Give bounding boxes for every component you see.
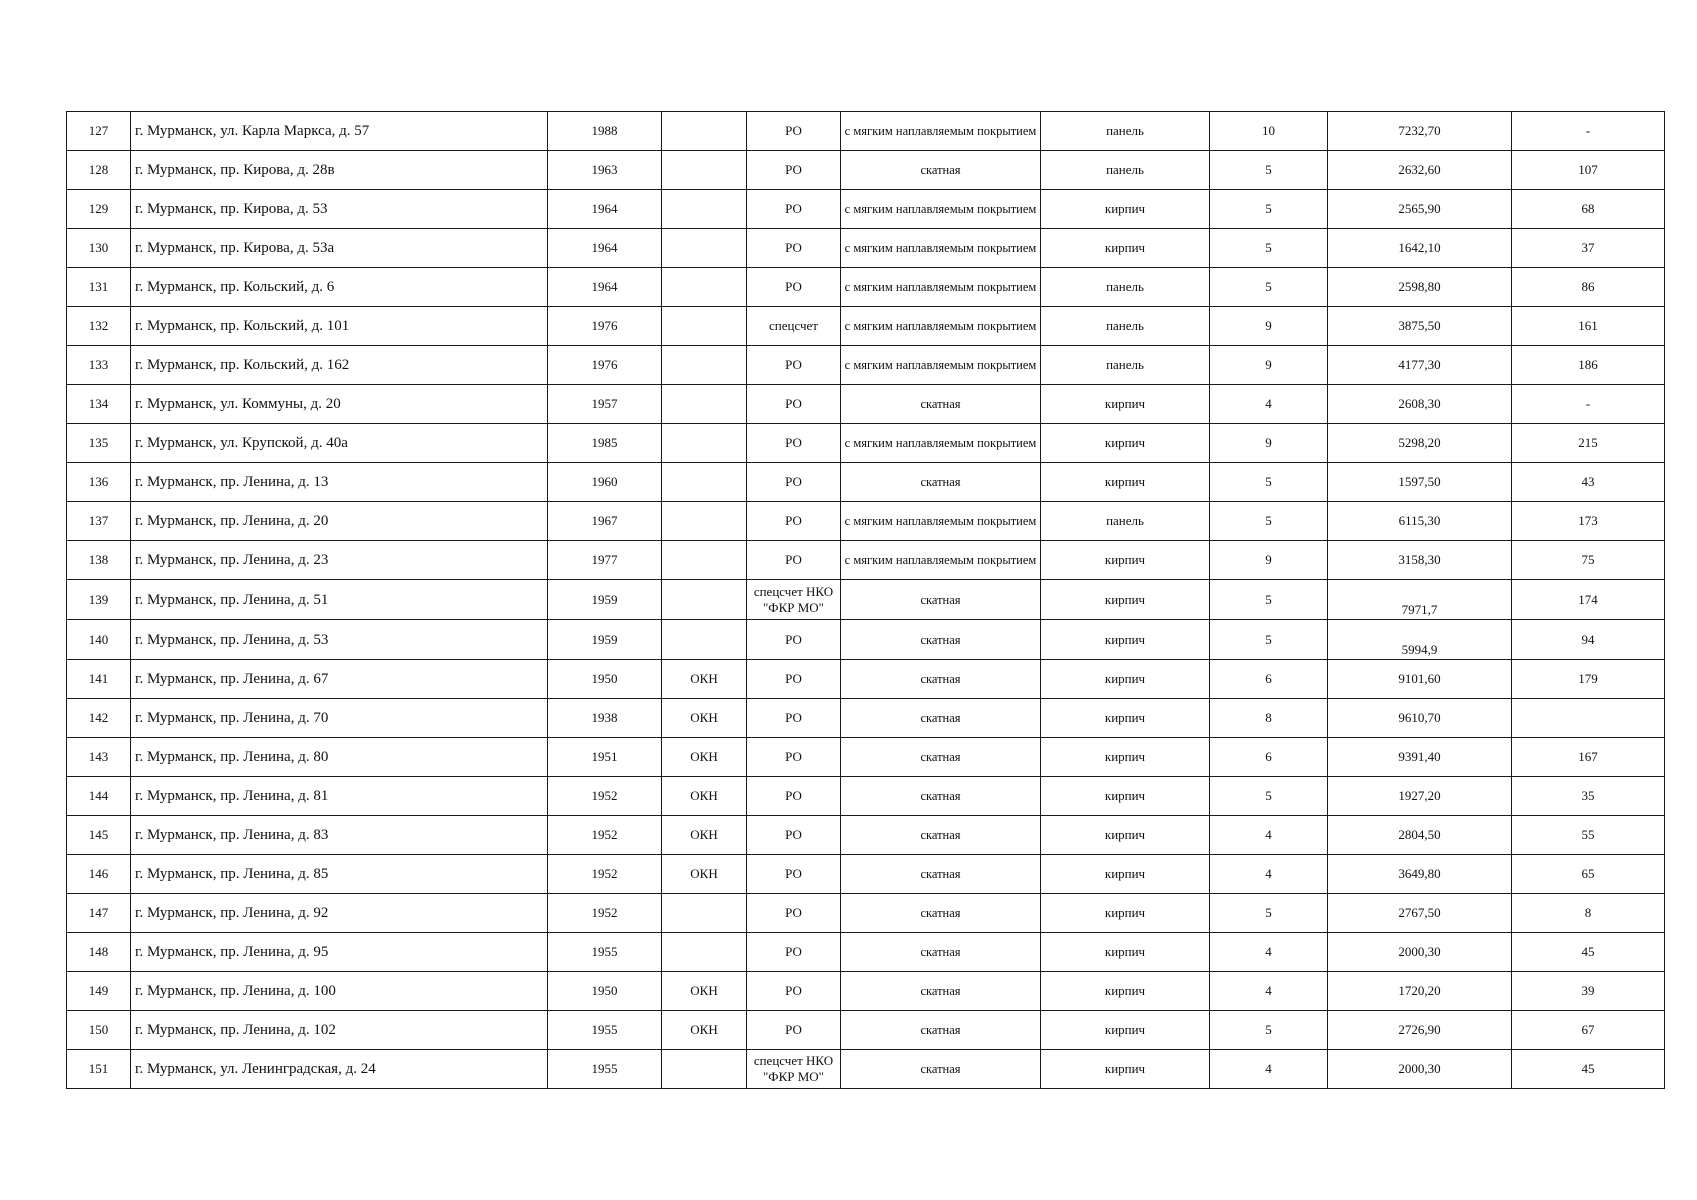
residents-cell: 174 — [1512, 580, 1665, 620]
residents-cell: 35 — [1512, 777, 1665, 816]
fund-method-cell: спецсчет — [747, 307, 841, 346]
wall-material-cell: кирпич — [1041, 1050, 1210, 1089]
row-number-cell: 136 — [67, 463, 131, 502]
area-cell: 4177,30 — [1328, 346, 1512, 385]
floors-cell: 5 — [1210, 580, 1328, 620]
floors-cell: 9 — [1210, 541, 1328, 580]
row-number-cell: 151 — [67, 1050, 131, 1089]
table-row — [67, 855, 1665, 894]
wall-material-cell: кирпич — [1041, 1011, 1210, 1050]
residents-cell: 45 — [1512, 933, 1665, 972]
floors-cell: 5 — [1210, 1011, 1328, 1050]
heritage-status-cell: ОКН — [662, 660, 747, 699]
area-cell: 2000,30 — [1328, 933, 1512, 972]
roof-type-cell: с мягким наплавляемым покрытием — [841, 229, 1041, 268]
heritage-status-cell: ОКН — [662, 699, 747, 738]
row-number-cell: 146 — [67, 855, 131, 894]
heritage-status-cell — [662, 424, 747, 463]
fund-method-cell: РО — [747, 777, 841, 816]
wall-material-cell: кирпич — [1041, 972, 1210, 1011]
wall-material-cell: кирпич — [1041, 463, 1210, 502]
fund-method-cell: спецсчет НКО "ФКР МО" — [747, 580, 841, 620]
heritage-status-cell — [662, 346, 747, 385]
residents-cell: 215 — [1512, 424, 1665, 463]
wall-material-cell: кирпич — [1041, 190, 1210, 229]
residents-cell: 45 — [1512, 1050, 1665, 1089]
heritage-status-cell — [662, 580, 747, 620]
address-cell: г. Мурманск, ул. Крупской, д. 40а — [131, 424, 548, 463]
table-row — [67, 346, 1665, 385]
wall-material-cell: кирпич — [1041, 541, 1210, 580]
fund-method-cell: РО — [747, 972, 841, 1011]
floors-cell: 9 — [1210, 307, 1328, 346]
heritage-status-cell: ОКН — [662, 972, 747, 1011]
roof-type-cell: скатная — [841, 972, 1041, 1011]
table-row — [67, 190, 1665, 229]
year-built-cell: 1976 — [548, 346, 662, 385]
fund-method-cell: РО — [747, 268, 841, 307]
heritage-status-cell — [662, 190, 747, 229]
fund-method-cell: РО — [747, 894, 841, 933]
wall-material-cell: кирпич — [1041, 424, 1210, 463]
row-number-cell: 143 — [67, 738, 131, 777]
year-built-cell: 1985 — [548, 424, 662, 463]
row-number-cell: 140 — [67, 620, 131, 660]
fund-method-cell: РО — [747, 502, 841, 541]
year-built-cell: 1938 — [548, 699, 662, 738]
fund-method-cell: РО — [747, 190, 841, 229]
roof-type-cell: с мягким наплавляемым покрытием — [841, 112, 1041, 151]
address-cell: г. Мурманск, пр. Ленина, д. 13 — [131, 463, 548, 502]
year-built-cell: 1950 — [548, 972, 662, 1011]
roof-type-cell: с мягким наплавляемым покрытием — [841, 307, 1041, 346]
address-cell: г. Мурманск, ул. Ленинградская, д. 24 — [131, 1050, 548, 1089]
area-cell: 5994,9 — [1328, 620, 1512, 660]
residents-cell: 75 — [1512, 541, 1665, 580]
roof-type-cell: скатная — [841, 894, 1041, 933]
year-built-cell: 1959 — [548, 620, 662, 660]
address-cell: г. Мурманск, пр. Кирова, д. 53а — [131, 229, 548, 268]
roof-type-cell: скатная — [841, 855, 1041, 894]
wall-material-cell: кирпич — [1041, 229, 1210, 268]
floors-cell: 4 — [1210, 816, 1328, 855]
address-cell: г. Мурманск, пр. Ленина, д. 81 — [131, 777, 548, 816]
wall-material-cell: кирпич — [1041, 933, 1210, 972]
table-row — [67, 933, 1665, 972]
table-row — [67, 424, 1665, 463]
residents-cell: 107 — [1512, 151, 1665, 190]
table-row — [67, 816, 1665, 855]
address-cell: г. Мурманск, пр. Ленина, д. 95 — [131, 933, 548, 972]
residents-cell: 161 — [1512, 307, 1665, 346]
heritage-status-cell — [662, 463, 747, 502]
roof-type-cell: скатная — [841, 738, 1041, 777]
wall-material-cell: кирпич — [1041, 738, 1210, 777]
area-cell: 2804,50 — [1328, 816, 1512, 855]
fund-method-cell: РО — [747, 346, 841, 385]
heritage-status-cell — [662, 112, 747, 151]
roof-type-cell: скатная — [841, 777, 1041, 816]
fund-method-cell: РО — [747, 541, 841, 580]
wall-material-cell: кирпич — [1041, 660, 1210, 699]
area-cell: 1927,20 — [1328, 777, 1512, 816]
roof-type-cell: с мягким наплавляемым покрытием — [841, 541, 1041, 580]
wall-material-cell: панель — [1041, 151, 1210, 190]
heritage-status-cell — [662, 385, 747, 424]
address-cell: г. Мурманск, пр. Ленина, д. 102 — [131, 1011, 548, 1050]
address-cell: г. Мурманск, пр. Ленина, д. 85 — [131, 855, 548, 894]
area-cell: 7971,7 — [1328, 580, 1512, 620]
address-cell: г. Мурманск, пр. Кольский, д. 162 — [131, 346, 548, 385]
floors-cell: 9 — [1210, 346, 1328, 385]
floors-cell: 4 — [1210, 385, 1328, 424]
roof-type-cell: скатная — [841, 699, 1041, 738]
roof-type-cell: скатная — [841, 620, 1041, 660]
table-row — [67, 112, 1665, 151]
address-cell: г. Мурманск, пр. Ленина, д. 51 — [131, 580, 548, 620]
fund-method-cell: РО — [747, 855, 841, 894]
address-cell: г. Мурманск, пр. Ленина, д. 80 — [131, 738, 548, 777]
address-cell: г. Мурманск, пр. Ленина, д. 70 — [131, 699, 548, 738]
area-cell: 2726,90 — [1328, 1011, 1512, 1050]
area-cell: 2598,80 — [1328, 268, 1512, 307]
roof-type-cell: скатная — [841, 1011, 1041, 1050]
fund-method-cell: РО — [747, 463, 841, 502]
floors-cell: 5 — [1210, 229, 1328, 268]
area-cell: 3158,30 — [1328, 541, 1512, 580]
year-built-cell: 1955 — [548, 1011, 662, 1050]
address-cell: г. Мурманск, пр. Кольский, д. 101 — [131, 307, 548, 346]
roof-type-cell: скатная — [841, 816, 1041, 855]
wall-material-cell: панель — [1041, 307, 1210, 346]
year-built-cell: 1964 — [548, 190, 662, 229]
roof-type-cell: скатная — [841, 151, 1041, 190]
residents-cell: 67 — [1512, 1011, 1665, 1050]
residents-cell: 167 — [1512, 738, 1665, 777]
residents-cell: 94 — [1512, 620, 1665, 660]
table-row — [67, 463, 1665, 502]
year-built-cell: 1952 — [548, 855, 662, 894]
residents-cell: 173 — [1512, 502, 1665, 541]
floors-cell: 5 — [1210, 151, 1328, 190]
fund-method-cell: РО — [747, 1011, 841, 1050]
table-row — [67, 580, 1665, 620]
table-row — [67, 894, 1665, 933]
floors-cell: 5 — [1210, 620, 1328, 660]
residents-cell — [1512, 699, 1665, 738]
table-row — [67, 620, 1665, 660]
heritage-status-cell: ОКН — [662, 855, 747, 894]
residents-cell: 68 — [1512, 190, 1665, 229]
table-body — [67, 112, 1665, 1089]
address-cell: г. Мурманск, ул. Коммуны, д. 20 — [131, 385, 548, 424]
row-number-cell: 149 — [67, 972, 131, 1011]
table-row — [67, 699, 1665, 738]
address-cell: г. Мурманск, ул. Карла Маркса, д. 57 — [131, 112, 548, 151]
year-built-cell: 1988 — [548, 112, 662, 151]
year-built-cell: 1955 — [548, 1050, 662, 1089]
row-number-cell: 141 — [67, 660, 131, 699]
fund-method-cell: спецсчет НКО "ФКР МО" — [747, 1050, 841, 1089]
area-cell: 1642,10 — [1328, 229, 1512, 268]
area-cell: 2608,30 — [1328, 385, 1512, 424]
table-row — [67, 502, 1665, 541]
heritage-status-cell: ОКН — [662, 816, 747, 855]
area-cell: 2000,30 — [1328, 1050, 1512, 1089]
floors-cell: 5 — [1210, 190, 1328, 229]
row-number-cell: 134 — [67, 385, 131, 424]
year-built-cell: 1964 — [548, 229, 662, 268]
area-cell: 3649,80 — [1328, 855, 1512, 894]
roof-type-cell: скатная — [841, 385, 1041, 424]
table-row — [67, 229, 1665, 268]
roof-type-cell: с мягким наплавляемым покрытием — [841, 502, 1041, 541]
roof-type-cell: с мягким наплавляемым покрытием — [841, 346, 1041, 385]
address-cell: г. Мурманск, пр. Ленина, д. 100 — [131, 972, 548, 1011]
year-built-cell: 1976 — [548, 307, 662, 346]
floors-cell: 8 — [1210, 699, 1328, 738]
area-cell: 3875,50 — [1328, 307, 1512, 346]
row-number-cell: 144 — [67, 777, 131, 816]
year-built-cell: 1967 — [548, 502, 662, 541]
row-number-cell: 145 — [67, 816, 131, 855]
floors-cell: 5 — [1210, 268, 1328, 307]
table-row — [67, 385, 1665, 424]
floors-cell: 4 — [1210, 1050, 1328, 1089]
row-number-cell: 130 — [67, 229, 131, 268]
address-cell: г. Мурманск, пр. Ленина, д. 20 — [131, 502, 548, 541]
heritage-status-cell — [662, 502, 747, 541]
area-cell: 1597,50 — [1328, 463, 1512, 502]
residents-cell: 37 — [1512, 229, 1665, 268]
floors-cell: 5 — [1210, 463, 1328, 502]
year-built-cell: 1950 — [548, 660, 662, 699]
row-number-cell: 150 — [67, 1011, 131, 1050]
row-number-cell: 128 — [67, 151, 131, 190]
table-row — [67, 307, 1665, 346]
heritage-status-cell — [662, 894, 747, 933]
row-number-cell: 131 — [67, 268, 131, 307]
area-cell: 9101,60 — [1328, 660, 1512, 699]
wall-material-cell: кирпич — [1041, 777, 1210, 816]
table-row — [67, 972, 1665, 1011]
residents-cell: 65 — [1512, 855, 1665, 894]
fund-method-cell: РО — [747, 424, 841, 463]
table-row — [67, 777, 1665, 816]
floors-cell: 5 — [1210, 777, 1328, 816]
address-cell: г. Мурманск, пр. Кольский, д. 6 — [131, 268, 548, 307]
fund-method-cell: РО — [747, 620, 841, 660]
roof-type-cell: скатная — [841, 580, 1041, 620]
year-built-cell: 1955 — [548, 933, 662, 972]
year-built-cell: 1963 — [548, 151, 662, 190]
fund-method-cell: РО — [747, 151, 841, 190]
wall-material-cell: кирпич — [1041, 620, 1210, 660]
year-built-cell: 1960 — [548, 463, 662, 502]
floors-cell: 6 — [1210, 738, 1328, 777]
housing-table — [66, 111, 1665, 1089]
heritage-status-cell — [662, 541, 747, 580]
residents-cell: 179 — [1512, 660, 1665, 699]
heritage-status-cell — [662, 151, 747, 190]
area-cell: 9391,40 — [1328, 738, 1512, 777]
wall-material-cell: панель — [1041, 502, 1210, 541]
year-built-cell: 1957 — [548, 385, 662, 424]
wall-material-cell: панель — [1041, 112, 1210, 151]
area-cell: 1720,20 — [1328, 972, 1512, 1011]
fund-method-cell: РО — [747, 933, 841, 972]
address-cell: г. Мурманск, пр. Кирова, д. 53 — [131, 190, 548, 229]
row-number-cell: 137 — [67, 502, 131, 541]
area-cell: 2632,60 — [1328, 151, 1512, 190]
address-cell: г. Мурманск, пр. Ленина, д. 92 — [131, 894, 548, 933]
residents-cell: 8 — [1512, 894, 1665, 933]
heritage-status-cell — [662, 933, 747, 972]
fund-method-cell: РО — [747, 660, 841, 699]
fund-method-cell: РО — [747, 738, 841, 777]
floors-cell: 4 — [1210, 972, 1328, 1011]
heritage-status-cell: ОКН — [662, 777, 747, 816]
row-number-cell: 132 — [67, 307, 131, 346]
table-row — [67, 660, 1665, 699]
row-number-cell: 139 — [67, 580, 131, 620]
row-number-cell: 142 — [67, 699, 131, 738]
heritage-status-cell — [662, 229, 747, 268]
area-cell: 2565,90 — [1328, 190, 1512, 229]
fund-method-cell: РО — [747, 816, 841, 855]
residents-cell: 43 — [1512, 463, 1665, 502]
heritage-status-cell — [662, 620, 747, 660]
residents-cell: 186 — [1512, 346, 1665, 385]
year-built-cell: 1952 — [548, 777, 662, 816]
roof-type-cell: с мягким наплавляемым покрытием — [841, 190, 1041, 229]
residents-cell: 55 — [1512, 816, 1665, 855]
wall-material-cell: панель — [1041, 268, 1210, 307]
table-row — [67, 1011, 1665, 1050]
roof-type-cell: с мягким наплавляемым покрытием — [841, 424, 1041, 463]
area-cell: 7232,70 — [1328, 112, 1512, 151]
roof-type-cell: скатная — [841, 660, 1041, 699]
row-number-cell: 147 — [67, 894, 131, 933]
area-cell: 2767,50 — [1328, 894, 1512, 933]
heritage-status-cell: ОКН — [662, 1011, 747, 1050]
year-built-cell: 1964 — [548, 268, 662, 307]
year-built-cell: 1952 — [548, 816, 662, 855]
residents-cell: 86 — [1512, 268, 1665, 307]
year-built-cell: 1951 — [548, 738, 662, 777]
heritage-status-cell — [662, 307, 747, 346]
fund-method-cell: РО — [747, 385, 841, 424]
residents-cell: - — [1512, 385, 1665, 424]
table-row — [67, 541, 1665, 580]
wall-material-cell: кирпич — [1041, 894, 1210, 933]
floors-cell: 5 — [1210, 502, 1328, 541]
fund-method-cell: РО — [747, 699, 841, 738]
area-cell: 6115,30 — [1328, 502, 1512, 541]
address-cell: г. Мурманск, пр. Кирова, д. 28в — [131, 151, 548, 190]
roof-type-cell: скатная — [841, 463, 1041, 502]
floors-cell: 4 — [1210, 855, 1328, 894]
table-row — [67, 738, 1665, 777]
heritage-status-cell — [662, 268, 747, 307]
row-number-cell: 148 — [67, 933, 131, 972]
residents-cell: - — [1512, 112, 1665, 151]
year-built-cell: 1952 — [548, 894, 662, 933]
address-cell: г. Мурманск, пр. Ленина, д. 67 — [131, 660, 548, 699]
wall-material-cell: кирпич — [1041, 855, 1210, 894]
residents-cell: 39 — [1512, 972, 1665, 1011]
fund-method-cell: РО — [747, 229, 841, 268]
fund-method-cell: РО — [747, 112, 841, 151]
wall-material-cell: кирпич — [1041, 816, 1210, 855]
year-built-cell: 1959 — [548, 580, 662, 620]
heritage-status-cell: ОКН — [662, 738, 747, 777]
wall-material-cell: кирпич — [1041, 580, 1210, 620]
address-cell: г. Мурманск, пр. Ленина, д. 83 — [131, 816, 548, 855]
row-number-cell: 135 — [67, 424, 131, 463]
address-cell: г. Мурманск, пр. Ленина, д. 23 — [131, 541, 548, 580]
roof-type-cell: скатная — [841, 1050, 1041, 1089]
floors-cell: 6 — [1210, 660, 1328, 699]
floors-cell: 9 — [1210, 424, 1328, 463]
table-row — [67, 1050, 1665, 1089]
wall-material-cell: кирпич — [1041, 385, 1210, 424]
area-cell: 9610,70 — [1328, 699, 1512, 738]
wall-material-cell: панель — [1041, 346, 1210, 385]
row-number-cell: 127 — [67, 112, 131, 151]
table-row — [67, 268, 1665, 307]
heritage-status-cell — [662, 1050, 747, 1089]
address-cell: г. Мурманск, пр. Ленина, д. 53 — [131, 620, 548, 660]
roof-type-cell: скатная — [841, 933, 1041, 972]
year-built-cell: 1977 — [548, 541, 662, 580]
floors-cell: 10 — [1210, 112, 1328, 151]
row-number-cell: 133 — [67, 346, 131, 385]
roof-type-cell: с мягким наплавляемым покрытием — [841, 268, 1041, 307]
floors-cell: 4 — [1210, 933, 1328, 972]
row-number-cell: 129 — [67, 190, 131, 229]
wall-material-cell: кирпич — [1041, 699, 1210, 738]
floors-cell: 5 — [1210, 894, 1328, 933]
table-row — [67, 151, 1665, 190]
row-number-cell: 138 — [67, 541, 131, 580]
area-cell: 5298,20 — [1328, 424, 1512, 463]
